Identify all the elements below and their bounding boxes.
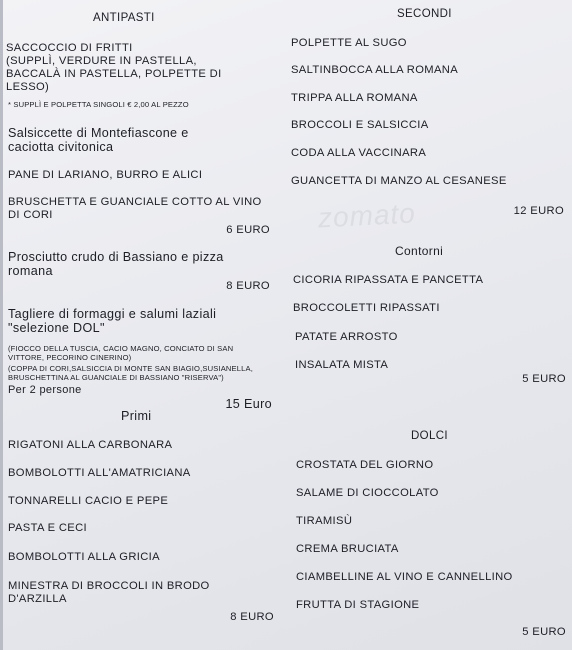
antipasti-item-tagliere: Tagliere di formaggi e salumi laziali [8, 307, 217, 321]
tagliere-formaggi-note: (FIOCCO DELLA TUSCIA, CACIO MAGNO, CONCIATO DI SAN [8, 344, 234, 353]
antipasti-item-salsiccette-line2: caciotta civitonica [8, 140, 114, 154]
section-title-primi: Primi [121, 409, 152, 423]
antipasti-item-saccoccio-line2: (SUPPLÌ, VERDURE IN PASTELLA, [6, 55, 197, 67]
secondi-item: CODA ALLA VACCINARA [291, 147, 427, 159]
contorni-price: 5 EURO [522, 373, 566, 385]
dolci-item: SALAME DI CIOCCOLATO [296, 487, 439, 499]
contorni-item: BROCCOLETTI RIPASSATI [293, 302, 440, 314]
primi-item: TONNARELLI CACIO E PEPE [8, 495, 169, 507]
section-title-secondi: SECONDI [397, 8, 452, 20]
section-title-contorni: Contorni [395, 244, 444, 258]
secondi-item: GUANCETTA DI MANZO AL CESANESE [291, 175, 507, 187]
antipasti-price-15: 15 Euro [225, 397, 272, 411]
primi-item-minestra: MINESTRA DI BROCCOLI IN BRODO [8, 580, 210, 592]
primi-item: BOMBOLOTTI ALL'AMATRICIANA [8, 467, 191, 479]
antipasti-per-persone: Per 2 persone [8, 384, 82, 396]
primi-item: BOMBOLOTTI ALLA GRICIA [8, 551, 160, 563]
watermark: zomato [317, 197, 417, 234]
tagliere-salumi-note: (COPPA DI CORI,SALSICCIA DI MONTE SAN BIAGIO,SUSIANELLA, [8, 364, 253, 373]
antipasti-item-saccoccio: SACCOCCIO DI FRITTI [6, 42, 133, 54]
antipasti-item-prosciutto-line2: romana [8, 264, 53, 278]
dolci-item: CIAMBELLINE AL VINO E CANNELLINO [296, 571, 513, 583]
dolci-item: CROSTATA DEL GIORNO [296, 459, 434, 471]
dolci-item: TIRAMISÙ [296, 515, 353, 527]
contorni-item: CICORIA RIPASSATA E PANCETTA [293, 274, 484, 286]
dolci-item: FRUTTA DI STAGIONE [296, 599, 420, 611]
dolci-price: 5 EURO [522, 626, 566, 638]
contorni-item: PATATE ARROSTO [295, 331, 398, 343]
contorni-item: INSALATA MISTA [295, 359, 389, 371]
antipasti-item-saccoccio-line3: BACCALÀ IN PASTELLA, POLPETTE DI [6, 68, 222, 80]
section-title-dolci: DOLCI [411, 430, 448, 442]
primi-item: RIGATONI ALLA CARBONARA [8, 439, 173, 451]
antipasti-item-prosciutto: Prosciutto crudo di Bassiano e pizza [8, 250, 224, 264]
secondi-price: 12 EURO [513, 205, 564, 217]
antipasti-item-salsiccette: Salsiccette di Montefiascone e [8, 126, 189, 140]
secondi-item: POLPETTE AL SUGO [291, 37, 407, 49]
secondi-item: SALTINBOCCA ALLA ROMANA [291, 64, 459, 76]
primi-item-minestra-line2: D'ARZILLA [8, 593, 67, 605]
primi-item: PASTA E CECI [8, 522, 88, 534]
antipasti-price-8: 8 EURO [226, 280, 270, 292]
tagliere-salumi-note-line2: BRUSCHETTINA AL GUANCIALE DI BASSIANO "RISERVA") [8, 373, 224, 382]
primi-price: 8 EURO [230, 611, 274, 623]
tagliere-formaggi-note-line2: VITTORE, PECORINO CINERINO) [8, 353, 132, 362]
antipasti-item-pane: PANE DI LARIANO, BURRO E ALICI [8, 169, 203, 181]
secondi-item: BROCCOLI E SALSICCIA [291, 119, 429, 131]
antipasti-item-tagliere-line2: "selezione DOL" [8, 321, 105, 335]
antipasti-note-supplì: * SUPPLÌ E POLPETTA SINGOLI € 2,00 AL PEZZO [8, 100, 189, 109]
section-title-antipasti: ANTIPASTI [93, 12, 155, 24]
antipasti-item-bruschetta: BRUSCHETTA E GUANCIALE COTTO AL VINO [8, 196, 262, 208]
antipasti-item-bruschetta-line2: DI CORI [8, 209, 53, 221]
antipasti-item-saccoccio-line4: LESSO) [6, 81, 50, 93]
secondi-item: TRIPPA ALLA ROMANA [291, 92, 418, 104]
dolci-item: CREMA BRUCIATA [296, 543, 399, 555]
antipasti-price-6: 6 EURO [226, 224, 270, 236]
